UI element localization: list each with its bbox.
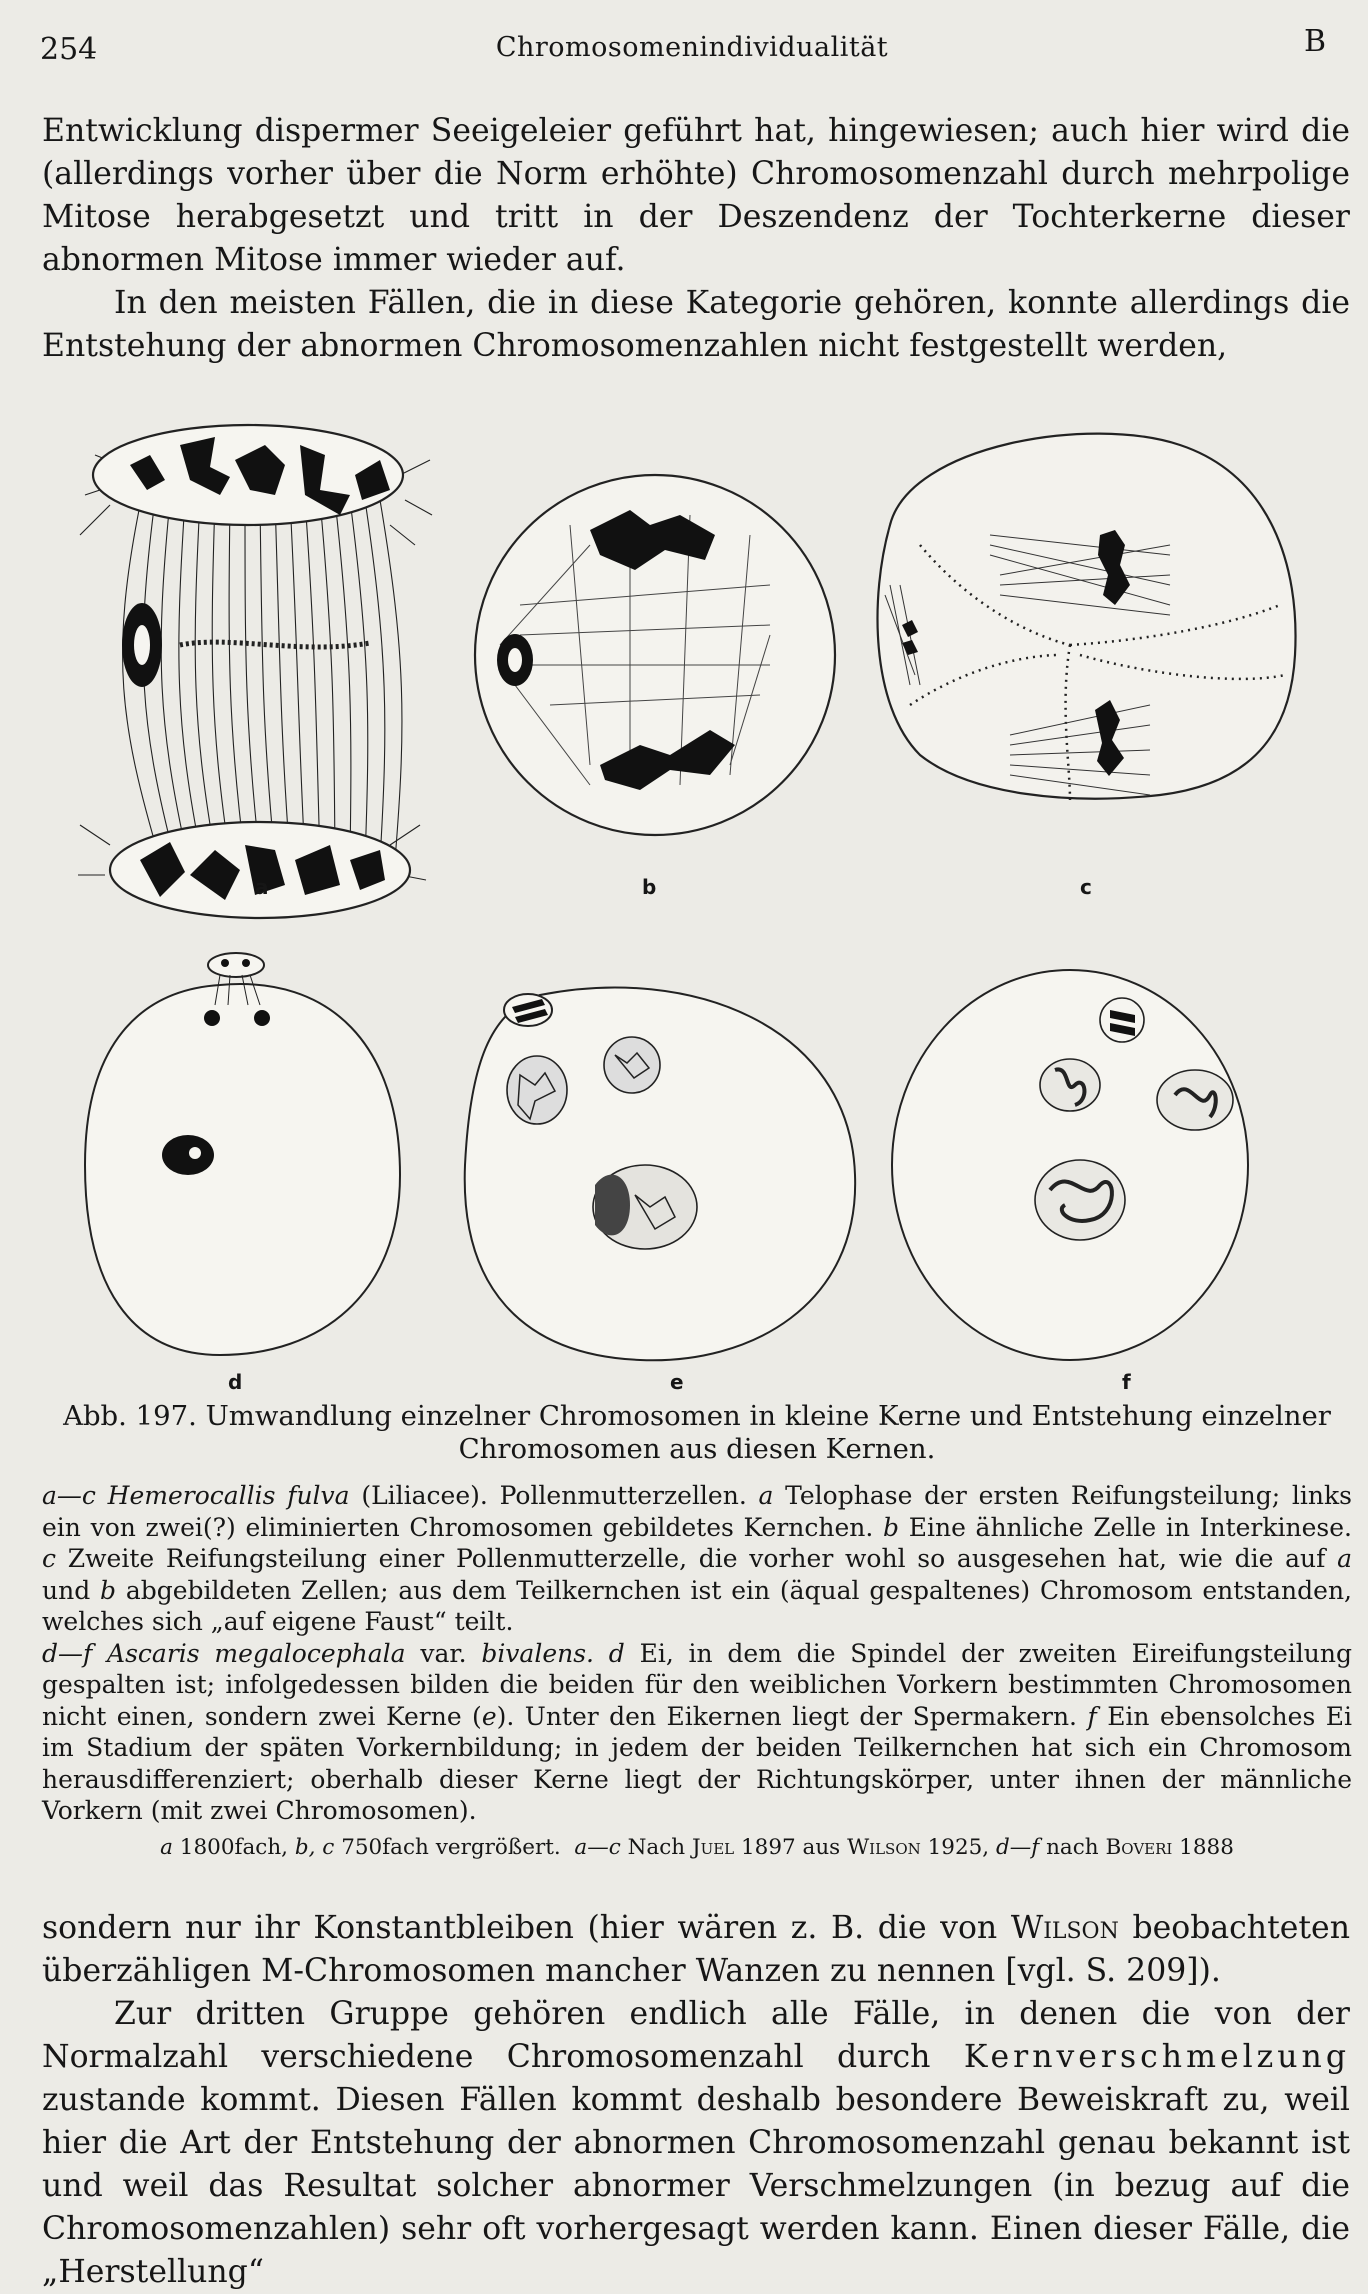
caption-label: b — [100, 1575, 117, 1605]
emphasized-term: Kernverschmelzung — [963, 2039, 1350, 2075]
caption-part-a-c — [42, 1480, 1352, 1638]
credit-text: 1888 — [1179, 1834, 1234, 1860]
credit-text: 1925, — [927, 1834, 990, 1860]
body-text: zustande kommt. Diesen Fällen kommt deshalb besondere Beweiskraft zu, weil hier die Art der Entstehung der abnormen Chromosomenzahl genau bekannt ist und weil das Resultat solcher abnormer Verschmelzungen (in bezug auf die Chromosomenzahlen) sehr oft vorhergesagt werden kann. Einen dieser Fälle, die „Herstellung“ — [42, 2082, 1350, 2290]
credit-text: 1800fach, — [179, 1834, 288, 1860]
panel-label-d: d — [228, 1370, 243, 1394]
caption-body — [42, 1480, 1352, 1827]
credit-text: 750fach vergrößert. — [341, 1834, 561, 1860]
caption-title: Abb. 197. Umwandlung einzelner Chromosomen in kleine Kerne und Entstehung einzelner Chromosomen aus diesen Kernen. — [63, 1400, 1331, 1465]
caption-label: e — [481, 1701, 497, 1731]
panel-f-drawing — [892, 970, 1248, 1360]
panel-d-drawing — [85, 953, 400, 1355]
author-name: Wilson — [1010, 1910, 1119, 1946]
body-text: sondern nur ihr Konstantbleiben (hier wären z. B. die von — [42, 1910, 998, 1946]
caption-text: Ei, in dem die Spindel der zweiten Eireifungsteilung gespalten ist; infolgedessen bilden die beiden für den weiblichen Vorkern bestimmten Chromosomen nicht einen, sondern zwei Kerne ( — [42, 1638, 1352, 1731]
panel-b-drawing — [475, 475, 835, 835]
paragraph-continued — [42, 1907, 1350, 1993]
variety-name: bivalens. — [481, 1638, 595, 1668]
author-name: Wilson — [847, 1834, 921, 1860]
credit-label: a — [160, 1834, 173, 1860]
credit-label: a—c — [574, 1834, 621, 1860]
figure-caption — [42, 1400, 1352, 1863]
species-name: Hemerocallis fulva — [107, 1481, 350, 1510]
body-text: Zur dritten Gruppe gehören endlich alle Fälle, in denen die von der Normalzahl verschiedene Chromosomenzahl durch — [42, 1996, 1350, 2075]
caption-text: Zweite Reifungsteilung einer Pollenmutterzelle, die vorher wohl so ausgesehen hat, wie die auf — [67, 1544, 1326, 1573]
caption-label: a — [758, 1481, 774, 1510]
page-number: 254 — [40, 32, 98, 67]
figure-197 — [70, 405, 1330, 1394]
bottom-body-text — [42, 1907, 1350, 2294]
panel-e-drawing — [465, 988, 855, 1361]
top-body-text — [42, 110, 1350, 368]
paragraph — [42, 1993, 1350, 2294]
panel-label-b: b — [642, 875, 657, 899]
credit-label: d—f — [996, 1834, 1040, 1860]
caption-label: c — [42, 1544, 57, 1573]
credit-label: b, — [294, 1834, 316, 1860]
panel-label-c: c — [1080, 875, 1092, 899]
caption-label: b — [883, 1512, 900, 1542]
paragraph: In den meisten Fällen, die in diese Kategorie gehören, konnte allerdings die Entstehung der abnormen Chromosomenzahlen nicht festgestellt werden, — [42, 285, 1350, 364]
caption-text: ). Unter den Eikernen liegt der Spermakern. — [496, 1701, 1078, 1731]
panel-a-drawing — [78, 425, 432, 918]
caption-text: abgebildeten Zellen; aus dem Teilkernchen ist ein (äqual gespaltenes) Chromosom entstanden, welches sich „auf eigene Faust“ teilt. — [42, 1575, 1353, 1636]
caption-label: d — [608, 1638, 625, 1668]
author-name: Boveri — [1105, 1834, 1173, 1860]
caption-label: a — [1337, 1544, 1353, 1573]
caption-part-d-f — [42, 1638, 1352, 1827]
credit-label: c — [322, 1834, 335, 1860]
caption-range: d—f — [42, 1638, 93, 1668]
panel-label-e: e — [670, 1370, 684, 1394]
panel-label-a: a — [255, 875, 269, 899]
caption-text: Eine ähnliche Zelle in Interkinese. — [908, 1512, 1352, 1542]
caption-range: a—c — [42, 1481, 96, 1510]
caption-text: var. — [420, 1638, 467, 1668]
section-signature: B — [1303, 24, 1326, 59]
caption-text: und — [42, 1575, 91, 1605]
species-name: Ascaris megalocephala — [107, 1638, 406, 1668]
credit-text: nach — [1046, 1834, 1099, 1860]
running-title: Chromosomenindividualität — [495, 32, 889, 63]
caption-label: f — [1087, 1701, 1097, 1731]
caption-credit — [42, 1833, 1352, 1863]
page-header — [40, 24, 1344, 68]
body-text: beobachteten überzähligen M-Chromosomen mancher Wanzen zu nennen [vgl. S. 209]). — [42, 1910, 1350, 1989]
author-name: Juel — [691, 1834, 735, 1860]
credit-text: Nach — [627, 1834, 686, 1860]
panel-label-f: f — [1122, 1370, 1131, 1394]
credit-text: 1897 aus — [740, 1834, 841, 1860]
caption-text: Telophase der ersten Reifungsteilung; links ein von zwei(?) eliminierten Chromosomen gebildetes Kernchen. — [42, 1481, 1352, 1542]
caption-text: (Liliacee). Pollenmutterzellen. — [361, 1481, 747, 1510]
panel-c-drawing — [878, 434, 1296, 800]
paragraph-continued: Entwicklung dispermer Seeigeleier geführt hat, hingewiesen; auch hier wird die (allerdings vorher über die Norm erhöhte) Chromosomenzahl durch mehrpolige Mitose herabgesetzt und tritt in der Deszendenz der Tochterkerne dieser abnormen Mitose immer wieder auf. — [42, 113, 1350, 278]
caption-text: Ein ebensolches Ei im Stadium der späten Vorkernbildung; in jedem der beiden Teilkernchen hat sich ein Chromosom herausdifferenziert; oberhalb dieser Kerne liegt der Richtungskörper, unter ihnen der männliche Vorkern (mit zwei Chromosomen). — [42, 1701, 1352, 1825]
